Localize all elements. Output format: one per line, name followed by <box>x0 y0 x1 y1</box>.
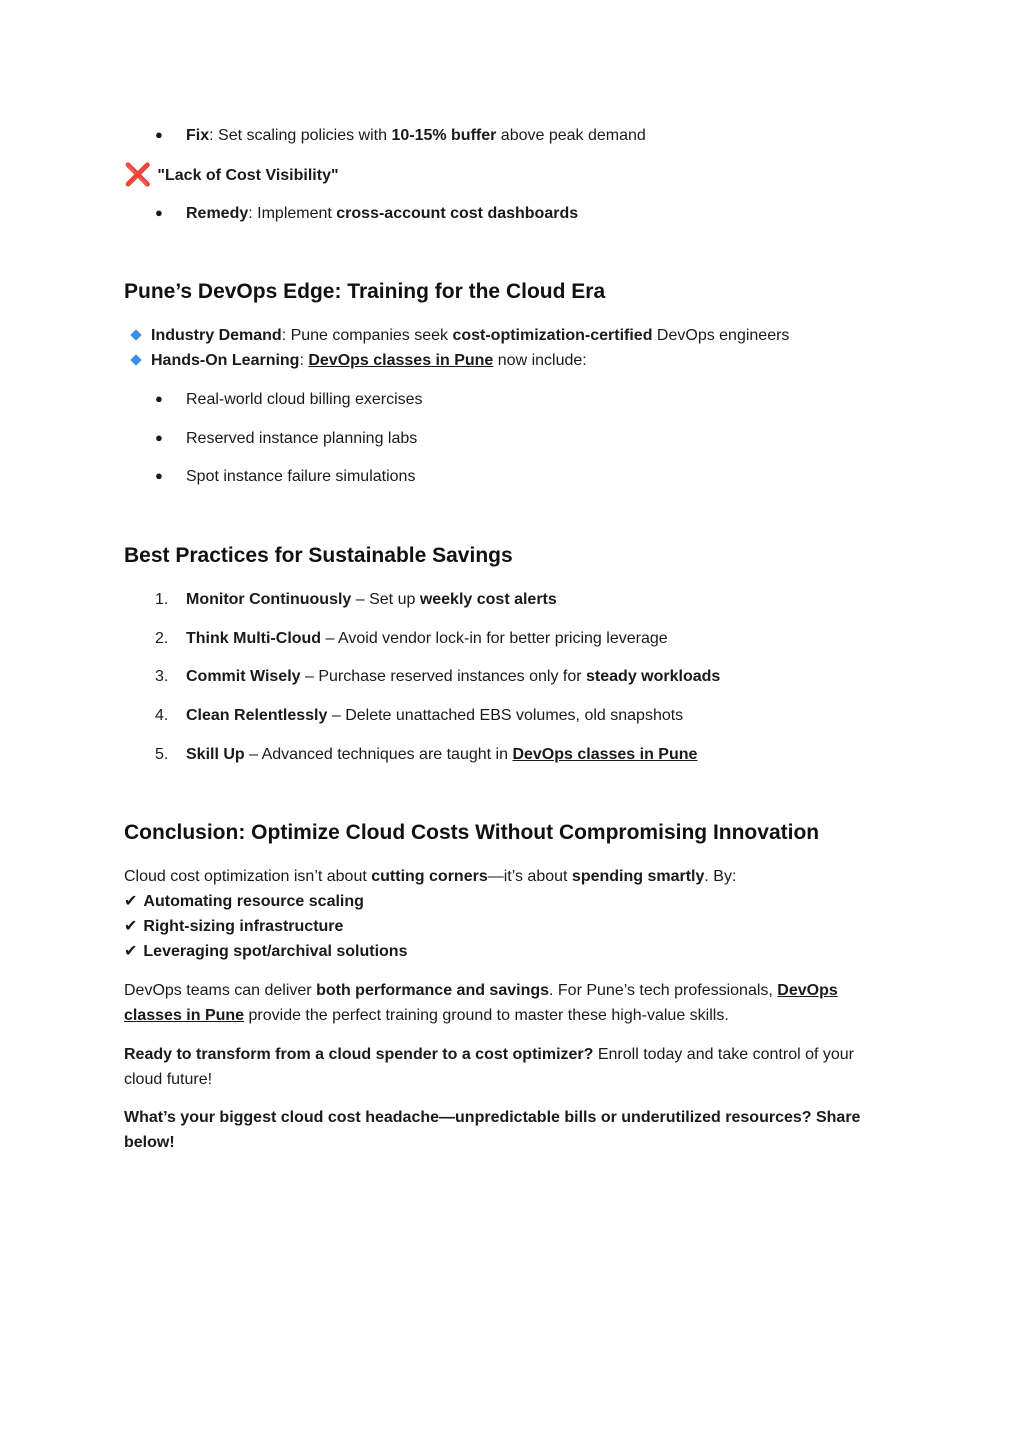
deliver-strong: both performance and savings <box>316 982 550 999</box>
devops-classes-link[interactable]: DevOps classes in Pune <box>308 352 494 369</box>
practice-item <box>186 703 683 728</box>
devops-classes-link[interactable]: DevOps classes in Pune <box>512 746 698 763</box>
remedy-label: Remedy <box>186 205 249 222</box>
checkmark-icon: ✔ <box>124 893 138 910</box>
list-number: 1. <box>155 591 169 608</box>
fix-label: Fix <box>186 127 210 144</box>
deliver-text: DevOps teams can deliver <box>124 982 317 999</box>
section-heading-edge: Pune’s DevOps Edge: Training for the Cloud Era <box>124 280 606 303</box>
practice-text: – Purchase reserved instances only for <box>300 668 587 685</box>
cta-strong: Ready to transform from a cloud spender to a cost optimizer? <box>124 1046 594 1063</box>
cross-icon: ❌ <box>124 162 152 187</box>
practice-text: – Delete unattached EBS volumes, old snapshots <box>327 707 684 724</box>
section-heading-practices: Best Practices for Sustainable Savings <box>124 544 513 567</box>
practice-label: Commit Wisely <box>186 668 301 685</box>
cta-text: Enroll today and take control of your cloud future! <box>124 1046 854 1088</box>
practice-item <box>186 742 697 767</box>
list-number: 5. <box>155 746 169 763</box>
bullet-dot: ● <box>155 468 163 483</box>
practice-label: Monitor Continuously <box>186 591 352 608</box>
practice-text: – Avoid vendor lock-in for better pricing leverage <box>321 630 668 647</box>
mistake-title: "Lack of Cost Visibility" <box>157 167 339 184</box>
learning-label: Hands-On Learning <box>151 352 300 369</box>
remedy-strong: cross-account cost dashboards <box>336 205 579 222</box>
devops-classes-link[interactable]: DevOps classes in Pune <box>124 982 838 1024</box>
check-item <box>124 914 343 939</box>
diamond-bullet-icon <box>130 354 141 365</box>
conclusion-intro <box>124 864 736 889</box>
practice-item <box>186 626 668 651</box>
question-paragraph: What’s your biggest cloud cost headache—unpredictable bills or underutilized resources? Share below! <box>124 1109 861 1151</box>
deliver-paragraph <box>124 978 894 1028</box>
check-text: Automating resource scaling <box>143 893 364 910</box>
intro-text: . By: <box>704 868 737 885</box>
practice-label: Think Multi-Cloud <box>186 630 322 647</box>
hands-on-item <box>129 348 587 373</box>
section-heading-conclusion: Conclusion: Optimize Cloud Costs Without Compromising Innovation <box>124 821 820 844</box>
practice-label: Skill Up <box>186 746 245 763</box>
intro-strong: cutting corners <box>371 868 488 885</box>
list-item: Spot instance failure simulations <box>186 468 416 485</box>
mistake-heading <box>124 160 339 188</box>
checkmark-icon: ✔ <box>124 918 138 935</box>
demand-text-end: DevOps engineers <box>652 327 790 344</box>
check-item <box>124 889 364 914</box>
industry-demand-item <box>129 323 789 348</box>
practice-item <box>186 664 720 689</box>
practice-item <box>186 587 557 612</box>
check-text: Leveraging spot/archival solutions <box>143 943 408 960</box>
practice-text: – Advanced techniques are taught in <box>244 746 513 763</box>
demand-label: Industry Demand <box>151 327 282 344</box>
fix-strong: 10-15% buffer <box>391 127 497 144</box>
bullet-dot: ● <box>155 391 163 406</box>
checkmark-icon: ✔ <box>124 943 138 960</box>
list-number: 4. <box>155 707 169 724</box>
list-item: Real-world cloud billing exercises <box>186 391 423 408</box>
list-item: Reserved instance planning labs <box>186 430 418 447</box>
practice-label: Clean Relentlessly <box>186 707 328 724</box>
intro-strong: spending smartly <box>571 868 705 885</box>
bullet-dot: ● <box>155 205 163 220</box>
learning-text-end: now include: <box>493 352 587 369</box>
demand-text: : Pune companies seek <box>281 327 453 344</box>
bullet-dot: ● <box>155 127 163 142</box>
list-number: 3. <box>155 668 169 685</box>
demand-strong: cost-optimization-certified <box>452 327 653 344</box>
diamond-bullet-icon <box>130 329 141 340</box>
fix-text-end: above peak demand <box>496 127 646 144</box>
deliver-text: provide the perfect training ground to master these high-value skills. <box>244 1007 729 1024</box>
check-text: Right-sizing infrastructure <box>143 918 344 935</box>
list-number: 2. <box>155 630 169 647</box>
intro-text: Cloud cost optimization isn’t about <box>124 868 372 885</box>
deliver-text: . For Pune’s tech professionals, <box>549 982 778 999</box>
learning-text: : <box>299 352 309 369</box>
remedy-text: : Implement <box>248 205 337 222</box>
fix-text: : Set scaling policies with <box>209 127 392 144</box>
practice-strong: steady workloads <box>586 668 721 685</box>
practice-strong: weekly cost alerts <box>419 591 557 608</box>
check-item <box>124 939 407 964</box>
fix-item <box>186 123 646 148</box>
cta-paragraph <box>124 1042 894 1092</box>
bullet-dot: ● <box>155 430 163 445</box>
remedy-item <box>186 201 578 226</box>
intro-text: —it’s about <box>487 868 572 885</box>
practice-text: – Set up <box>351 591 420 608</box>
